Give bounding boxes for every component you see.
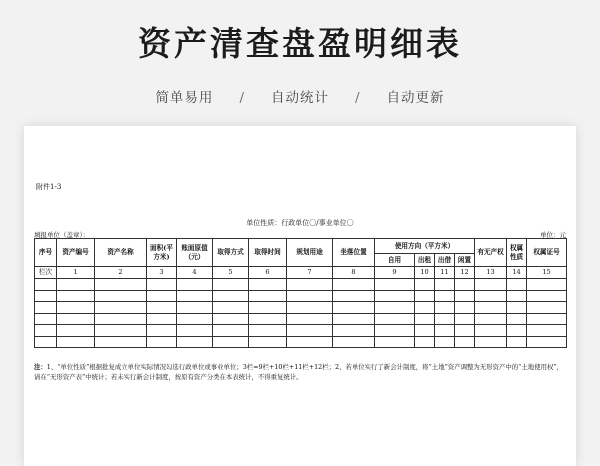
column-number-cell: 8 [333,267,375,279]
filler-unit-label: 填报单位（盖章）： [34,231,90,239]
header-usage-direction: 使用方向（平方米） [375,239,475,254]
table-cell[interactable] [35,325,57,337]
column-number-row [35,267,567,279]
column-number-cell: 12 [455,267,475,279]
table-cell[interactable] [249,325,287,337]
table-cell[interactable] [147,313,177,325]
table-cell[interactable] [95,325,147,337]
header-lease: 出租 [415,254,435,267]
table-cell[interactable] [507,325,527,337]
table-cell[interactable] [287,290,333,302]
table-cell[interactable] [147,290,177,302]
table-cell[interactable] [475,336,507,348]
table-cell[interactable] [287,313,333,325]
table-cell[interactable] [333,325,375,337]
column-number-cell: 1 [57,267,95,279]
column-number-cell: 7 [287,267,333,279]
table-cell[interactable] [527,279,567,291]
column-number-cell: 2 [95,267,147,279]
table-cell[interactable] [57,336,95,348]
note-text: 1、“单位性质”根据批复成立单位实际情况勾选行政单位或事业单位；3栏=9栏+10栏+11栏+12栏；2、若单位实行了新会计制度，将“土地”资产调整为无形资产中的“土地使用权”，请在“无形资产表”中统计；若未实行新会计制度，按原有资产分类在本表统计，不得重复统计。 [34,363,564,382]
table-cell[interactable] [35,302,57,314]
table-header-row [35,239,567,254]
table-cell[interactable] [455,279,475,291]
table-cell[interactable] [375,279,415,291]
table-cell[interactable] [507,290,527,302]
table-cell[interactable] [435,325,455,337]
table-cell[interactable] [333,290,375,302]
header-seq: 序号 [35,239,57,267]
table-cell[interactable] [475,325,507,337]
tagline-separator: / [355,90,361,106]
table-cell[interactable] [527,336,567,348]
table-cell[interactable] [375,290,415,302]
table-cell[interactable] [375,325,415,337]
table-cell[interactable] [455,302,475,314]
column-number-cell: 4 [177,267,213,279]
table-cell[interactable] [333,336,375,348]
table-cell[interactable] [213,302,249,314]
table-cell[interactable] [57,302,95,314]
table-cell[interactable] [147,302,177,314]
table-row [35,302,567,314]
table-cell[interactable] [213,279,249,291]
table-cell[interactable] [507,302,527,314]
column-number-cell: 6 [249,267,287,279]
table-cell[interactable] [177,325,213,337]
header-self-use: 自用 [375,254,415,267]
table-row [35,325,567,337]
unit-nature-label: 单位性质：行政单位〇/事业单位〇 [246,219,354,227]
table-cell[interactable] [287,336,333,348]
table-cell[interactable] [35,279,57,291]
column-number-cell: 13 [475,267,507,279]
table-cell[interactable] [57,313,95,325]
table-cell[interactable] [375,313,415,325]
table-cell[interactable] [213,290,249,302]
table-cell[interactable] [177,336,213,348]
table-cell[interactable] [435,313,455,325]
table-cell[interactable] [95,313,147,325]
table-cell[interactable] [95,302,147,314]
table-cell[interactable] [435,279,455,291]
tagline-separator: / [239,90,245,106]
column-number-cell: 11 [435,267,455,279]
note-label: 注： [34,363,47,371]
table-cell[interactable] [177,290,213,302]
header-acquire-time: 取得时间 [249,239,287,267]
table-cell[interactable] [287,279,333,291]
table-row [35,313,567,325]
document-sheet [24,126,576,466]
header-title-nature: 权属性质 [507,239,527,267]
table-cell[interactable] [475,279,507,291]
column-number-cell: 栏次 [35,267,57,279]
table-row [35,279,567,291]
table-cell[interactable] [249,279,287,291]
table-cell[interactable] [415,290,435,302]
header-no-title: 有无产权 [475,239,507,267]
table-cell[interactable] [375,302,415,314]
header-planned-use: 规划用途 [287,239,333,267]
table-cell[interactable] [177,313,213,325]
table-cell[interactable] [147,336,177,348]
table-cell[interactable] [95,336,147,348]
table-cell[interactable] [527,290,567,302]
table-cell[interactable] [287,302,333,314]
annex-label: 附件1-3 [36,183,62,191]
table-row [35,336,567,348]
table-cell[interactable] [507,313,527,325]
table-cell[interactable] [177,279,213,291]
table-cell[interactable] [333,313,375,325]
table-cell[interactable] [249,313,287,325]
table-cell[interactable] [177,302,213,314]
table-cell[interactable] [527,325,567,337]
header-loan: 出借 [435,254,455,267]
table-cell[interactable] [455,290,475,302]
header-asset-name: 资产名称 [95,239,147,267]
table-cell[interactable] [57,290,95,302]
table-cell[interactable] [455,313,475,325]
header-book-value: 账面原值（元） [177,239,213,267]
table-cell[interactable] [455,325,475,337]
table-cell[interactable] [213,325,249,337]
table-cell[interactable] [475,313,507,325]
currency-unit-label: 单位：元 [540,231,566,239]
table-cell[interactable] [249,336,287,348]
table-cell[interactable] [527,302,567,314]
table-cell[interactable] [415,325,435,337]
column-number-cell: 9 [375,267,415,279]
header-title-cert: 权属证号 [527,239,567,267]
table-cell[interactable] [527,313,567,325]
table-cell[interactable] [57,325,95,337]
table-cell[interactable] [375,336,415,348]
table-cell[interactable] [147,325,177,337]
table-cell[interactable] [333,302,375,314]
table-cell[interactable] [507,279,527,291]
table-cell[interactable] [249,290,287,302]
column-number-cell: 3 [147,267,177,279]
table-cell[interactable] [35,336,57,348]
column-number-cell: 10 [415,267,435,279]
table-cell[interactable] [475,302,507,314]
table-cell[interactable] [415,313,435,325]
tagline-item: 简单易用 [155,90,214,106]
column-number-cell: 5 [213,267,249,279]
table-cell[interactable] [415,279,435,291]
tagline-item: 自动更新 [386,90,445,106]
table-cell[interactable] [435,290,455,302]
table-cell[interactable] [475,290,507,302]
table-cell[interactable] [57,279,95,291]
table-row [35,290,567,302]
table-cell[interactable] [95,290,147,302]
header-area: 面积(平方米) [147,239,177,267]
header-idle: 闲置 [455,254,475,267]
header-asset-code: 资产编号 [57,239,95,267]
note-block [34,362,564,383]
table-body [35,279,567,348]
table-cell[interactable] [333,279,375,291]
column-number-cell: 14 [507,267,527,279]
table-cell[interactable] [147,279,177,291]
table-cell[interactable] [213,313,249,325]
header-acquire-method: 取得方式 [213,239,249,267]
table-cell[interactable] [213,336,249,348]
table-cell[interactable] [35,313,57,325]
tagline-item: 自动统计 [271,90,329,106]
table-cell[interactable] [435,336,455,348]
table-cell[interactable] [415,302,435,314]
header-location: 坐落位置 [333,239,375,267]
table-cell[interactable] [35,290,57,302]
table-cell[interactable] [507,336,527,348]
table-cell[interactable] [287,325,333,337]
table-cell[interactable] [455,336,475,348]
table-cell[interactable] [95,279,147,291]
surplus-assets-table [34,238,567,348]
tagline [0,86,600,106]
table-cell[interactable] [249,302,287,314]
table-cell[interactable] [415,336,435,348]
page-title: 资产清查盘盈明细表 [138,24,462,63]
column-number-cell: 15 [527,267,567,279]
table-cell[interactable] [435,302,455,314]
